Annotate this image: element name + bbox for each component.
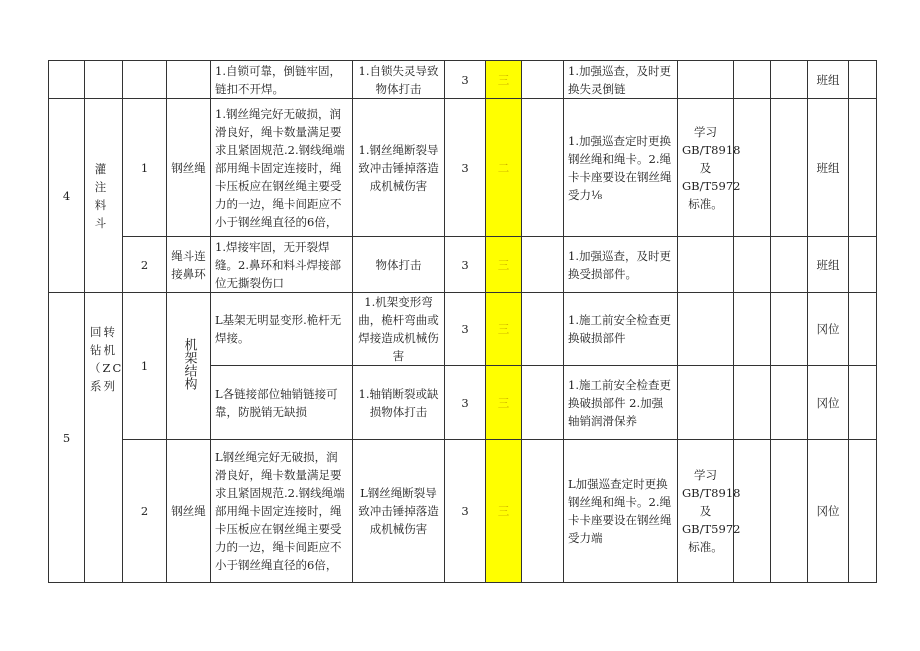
part-cell [167, 293, 211, 440]
inspection-standard-cell: L基架无明显变形.桅杆无焊接。 [211, 293, 353, 366]
responsible-cell: 班组 [808, 237, 849, 293]
row-number-cell: 4 [49, 99, 85, 293]
empty-cell [734, 237, 771, 293]
empty-cell [522, 237, 564, 293]
row-number-cell: 5 [49, 293, 85, 583]
empty-cell [771, 440, 808, 583]
inspection-standard-cell: 1.钢丝绳完好无破损，润滑良好，绳卡数量满足要求且紧固规范.2.钢线绳端部用绳卡固定连接时，绳卡压板应在钢丝绳主要受力的一边，绳卡间距应不小于钢丝绳直径的6倍， [211, 99, 353, 237]
empty-cell [771, 237, 808, 293]
responsible-cell: 班组 [808, 61, 849, 99]
empty-cell [522, 99, 564, 237]
sub-number-cell: 2 [123, 440, 167, 583]
basis-cell [678, 237, 734, 293]
empty-cell [522, 366, 564, 440]
empty-cell [849, 99, 877, 237]
empty-cell [734, 366, 771, 440]
table-row [49, 440, 877, 583]
hazard-cell: 1.机架变形弯曲，桅杆弯曲或焊接造成机械伤害 [353, 293, 445, 366]
empty-cell [849, 440, 877, 583]
basis-cell [678, 61, 734, 99]
empty-cell [771, 366, 808, 440]
sub-number-cell: 1 [123, 293, 167, 440]
score-cell: 3 [445, 293, 486, 366]
empty-cell [771, 99, 808, 237]
equipment-cell: 灌注料斗 [85, 99, 123, 293]
control-measure-cell: L加强巡查定时更换钢丝绳和绳卡。2.绳卡卡座要设在钢丝绳受力端 [564, 440, 678, 583]
row-number-cell [49, 61, 85, 99]
control-measure-cell: 1.施工前安全检查更换破损部件 [564, 293, 678, 366]
empty-cell [522, 61, 564, 99]
control-measure-cell: 1.施工前安全检查更换破损部件 2.加强轴销润滑保养 [564, 366, 678, 440]
hazard-cell: 1.钢丝绳断裂导致冲击锤掉落造成机械伤害 [353, 99, 445, 237]
table-row [49, 61, 877, 99]
inspection-standard-cell: 1.焊接牢固，无开裂焊缝。2.鼻环和料斗焊接部位无撕裂伤口 [211, 237, 353, 293]
score-cell: 3 [445, 99, 486, 237]
empty-cell [771, 61, 808, 99]
control-measure-cell: 1.加强巡查，及时更换失灵倒链 [564, 61, 678, 99]
empty-cell [734, 99, 771, 237]
empty-cell [522, 293, 564, 366]
equipment-cell [85, 61, 123, 99]
hazard-cell: 1.轴销断裂或缺损物体打击 [353, 366, 445, 440]
risk-level-cell: 三 [486, 366, 522, 440]
sub-number-cell: 2 [123, 237, 167, 293]
score-cell: 3 [445, 366, 486, 440]
empty-cell [849, 366, 877, 440]
empty-cell [771, 293, 808, 366]
inspection-standard-cell: L钢丝绳完好无破损，润滑良好，绳卡数量满足要求且紧固规范.2.钢线绳端部用绳卡固定连接时，绳卡压板应在钢丝绳主要受力的一边，绳卡间距应不小于钢丝绳直径的6倍， [211, 440, 353, 583]
empty-cell [849, 237, 877, 293]
part-cell [167, 61, 211, 99]
table-row [49, 293, 877, 366]
score-cell: 3 [445, 237, 486, 293]
table-row [49, 237, 877, 293]
empty-cell [849, 61, 877, 99]
sub-number-cell: 1 [123, 99, 167, 237]
risk-level-cell: 三 [486, 440, 522, 583]
empty-cell [734, 440, 771, 583]
responsible-cell: 冈位 [808, 440, 849, 583]
inspection-standard-cell: L各链接部位轴销链接可靠，防脱销无缺损 [211, 366, 353, 440]
control-measure-cell: 1.加强巡查定时更换钢丝绳和绳卡。2.绳卡卡座要设在钢丝绳受力⅛ [564, 99, 678, 237]
sub-number-cell [123, 61, 167, 99]
hazard-cell: L钢丝绳断裂导致冲击锤掉落造成机械伤害 [353, 440, 445, 583]
part-cell: 绳斗连接鼻环 [167, 237, 211, 293]
control-measure-cell: 1.加强巡查，及时更换受损部件。 [564, 237, 678, 293]
hazard-cell: 1.自锁失灵导致物体打击 [353, 61, 445, 99]
basis-cell [678, 293, 734, 366]
basis-cell [678, 366, 734, 440]
risk-assessment-table [48, 60, 877, 583]
table-row [49, 99, 877, 237]
empty-cell [522, 440, 564, 583]
part-cell: 钢丝绳 [167, 440, 211, 583]
equipment-cell: 回转钻机（ZC系列 [85, 293, 123, 583]
score-cell: 3 [445, 440, 486, 583]
responsible-cell: 冈位 [808, 366, 849, 440]
basis-cell: 学习GB/T8918及GB/T5972标准。 [678, 99, 734, 237]
risk-level-cell: 三 [486, 237, 522, 293]
hazard-cell: 物体打击 [353, 237, 445, 293]
empty-cell [734, 293, 771, 366]
responsible-cell: 班组 [808, 99, 849, 237]
empty-cell [734, 61, 771, 99]
part-cell: 钢丝绳 [167, 99, 211, 237]
risk-level-cell: 三 [486, 61, 522, 99]
inspection-standard-cell: 1.自锁可靠，倒链牢固，链扣不开焊。 [211, 61, 353, 99]
risk-level-cell: 二 [486, 99, 522, 237]
part-label: 机架结构 [181, 337, 197, 390]
score-cell: 3 [445, 61, 486, 99]
risk-level-cell: 三 [486, 293, 522, 366]
responsible-cell: 冈位 [808, 293, 849, 366]
basis-cell: 学习GB/T8918及GB/T5972标准。 [678, 440, 734, 583]
empty-cell [849, 293, 877, 366]
